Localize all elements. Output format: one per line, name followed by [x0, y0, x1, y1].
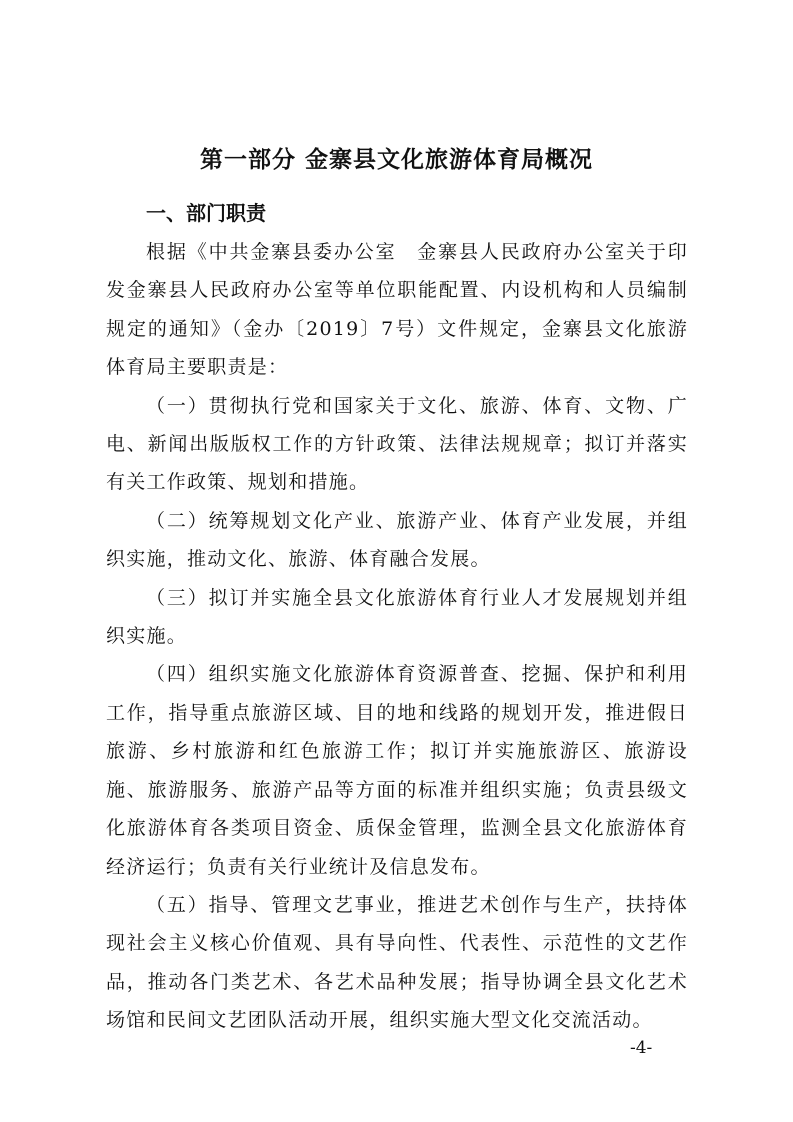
page-title: 第一部分 金寨县文化旅游体育局概况: [199, 147, 593, 173]
body-text: [106, 233, 688, 1040]
paragraph-duty-5: （五）指导、管理文艺事业，推进艺术创作与生产，扶持体现社会主义核心价值观、具有导向性、代表性、示范性的文艺作品，推动各门类艺术、各艺术品种发展；指导协调全县文化艺术场馆和民间文艺团队活动开展，组织实施大型文化交流活动。: [106, 893, 688, 1032]
paragraph-duty-1: （一）贯彻执行党和国家关于文化、旅游、体育、文物、广电、新闻出版版权工作的方针政策、法律法规规章；拟订并落实有关工作政策、规划和措施。: [106, 394, 688, 494]
paragraph-duty-4: （四）组织实施文化旅游体育资源普查、挖掘、保护和利用工作，指导重点旅游区域、目的地和线路的规划开发，推进假日旅游、乡村旅游和红色旅游工作；拟订并实施旅游区、旅游设施、旅游服务、旅游产品等方面的标准并组织实施；负责县级文化旅游体育各类项目资金、质保金管理，监测全县文化旅游体育经济运行；负责有关行业统计及信息发布。: [106, 663, 688, 878]
section-heading: 一、部门职责: [146, 201, 266, 225]
paragraph-intro: 根据《中共金寨县委办公室 金寨县人民政府办公室关于印发金寨县人民政府办公室等单位职能配置、内设机构和人员编制规定的通知》（金办〔2019〕7号）文件规定，金寨县文化旅游体育局主要职责是：: [106, 241, 688, 379]
page-number: -4-: [630, 1038, 653, 1058]
paragraph-duty-3: （三）拟订并实施全县文化旅游体育行业人才发展规划并组织实施。: [106, 586, 688, 648]
paragraph-duty-2: （二）统筹规划文化产业、旅游产业、体育产业发展，并组织实施，推动文化、旅游、体育融合发展。: [106, 509, 688, 571]
